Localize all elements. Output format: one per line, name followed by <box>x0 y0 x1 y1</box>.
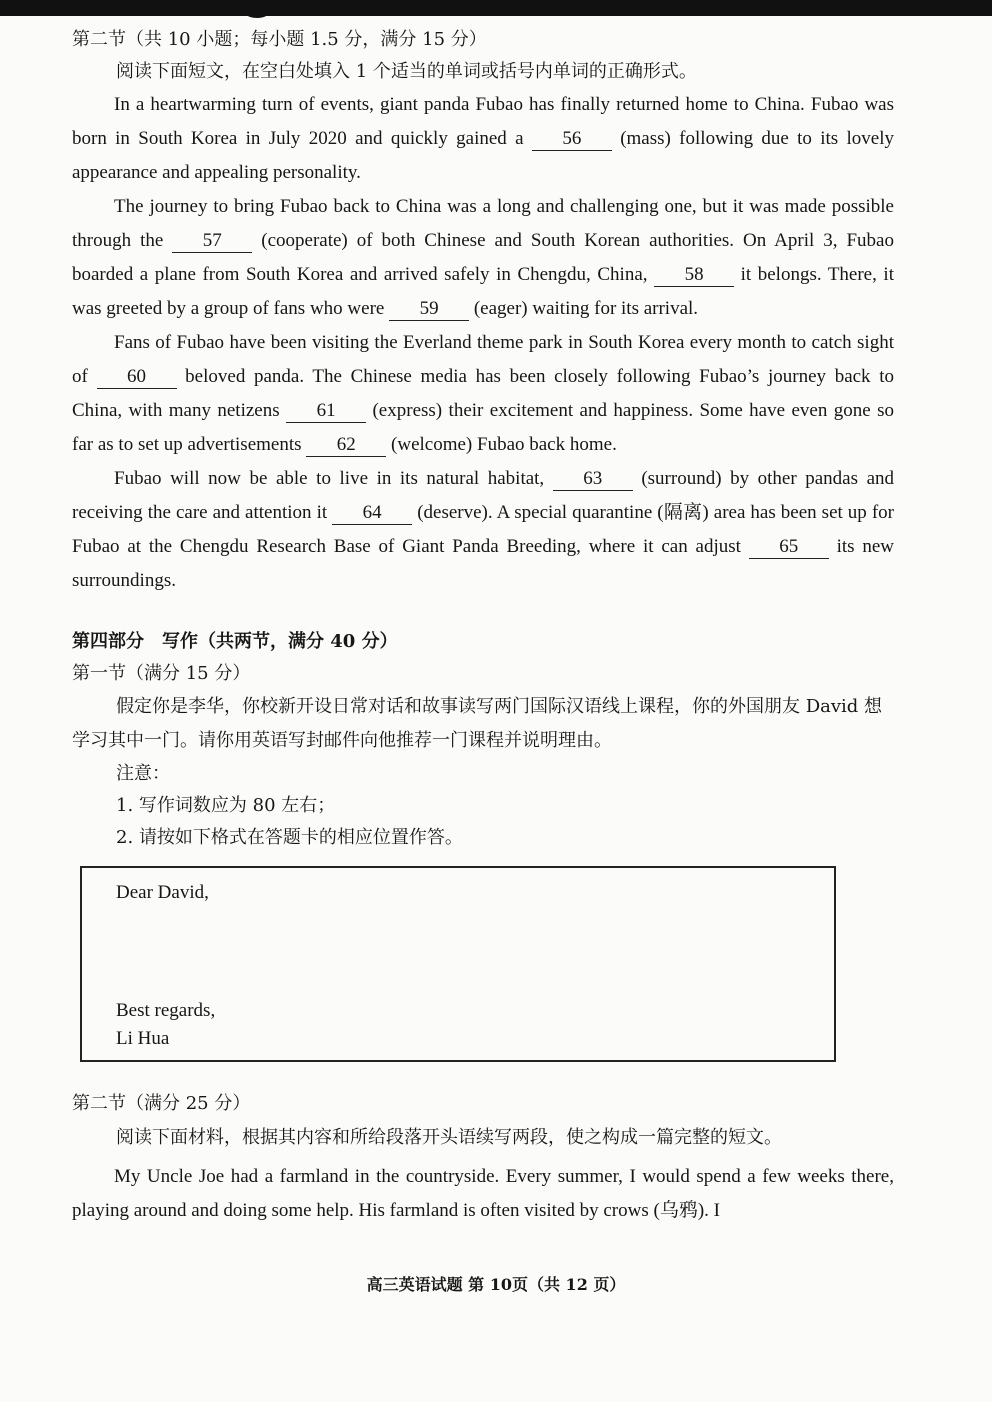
passage-text: it belongs. There, it was greeted by a group of fans who were <box>72 264 894 319</box>
letter-salutation: Dear David, <box>116 882 209 903</box>
passage-text: (welcome) Fubao back home. <box>391 434 617 455</box>
passage-paragraph <box>72 326 894 462</box>
passage-paragraph <box>72 88 894 190</box>
blank-63: 63 <box>553 468 633 491</box>
passage-text: (deserve). A special quarantine (隔离) area has been set up for Fubao at the Chengdu Research Base of Giant Panda Breeding, where it can adjust <box>72 502 894 557</box>
passage-text: (mass) following due to its lovely appearance and appealing personality. <box>72 128 895 183</box>
passage-text: The journey to bring Fubao back to China was a long and challenging one, but it was made possible through the <box>72 196 894 251</box>
note-item: 2. 请按如下格式在答题卡的相应位置作答。 <box>116 827 463 848</box>
passage-text: Fans of Fubao have been visiting the Everland theme park in South Korea every month to catch sight of <box>72 332 894 387</box>
top-edge-mark <box>244 4 270 18</box>
exam-page <box>72 24 894 1228</box>
passage-text: Fubao will now be able to live in its natural habitat, <box>114 468 545 489</box>
letter-closing: Best regards, <box>116 1000 216 1021</box>
blank-56: 56 <box>532 128 612 151</box>
passage-text: its new surroundings. <box>72 536 895 591</box>
top-edge-bar <box>0 0 992 16</box>
blank-59: 59 <box>389 298 469 321</box>
section-title: 第一节（满分 15 分） <box>72 663 251 684</box>
blank-58: 58 <box>654 264 734 287</box>
passage-text: beloved panda. The Chinese media has been closely following Fubao’s journey back to China, with many netizens <box>72 366 894 421</box>
passage-text: (express) their excitement and happiness. Some have even gone so far as to set up advertisements <box>72 400 894 455</box>
letter-format-box <box>80 866 836 1062</box>
section-title: 第二节（共 10 小题；每小题 1.5 分，满分 15 分） <box>72 29 487 50</box>
blank-64: 64 <box>332 502 412 525</box>
story-opening: My Uncle Joe had a farmland in the countryside. Every summer, I would spend a few weeks there, playing around and doing some help. His farmland is often visited by crows (乌鸦). I <box>72 1166 894 1221</box>
section-title: 第二节（满分 25 分） <box>72 1093 251 1114</box>
letter-signature: Li Hua <box>116 1028 170 1049</box>
passage-paragraph <box>72 462 894 598</box>
passage-paragraph <box>72 190 894 326</box>
note-label: 注意： <box>116 763 170 784</box>
blank-65: 65 <box>749 536 829 559</box>
passage-text: (surround) by other pandas and receiving the care and attention it <box>72 468 894 523</box>
blank-61: 61 <box>286 400 366 423</box>
writing-prompt: 假定你是李华，你校新开设日常对话和故事读写两门国际汉语线上课程，你的外国朋友 David 想学习其中一门。请你用英语写封邮件向他推荐一门课程并说明理由。 <box>72 696 883 751</box>
passage-text: (eager) waiting for its arrival. <box>473 298 699 319</box>
note-item: 1. 写作词数应为 80 左右； <box>116 795 336 816</box>
page-footer: 高三英语试题 第 10页（共 12 页） <box>366 1275 626 1294</box>
blank-60: 60 <box>97 366 177 389</box>
passage-text: In a heartwarming turn of events, giant panda Fubao has finally returned home to China. Fubao was born in South Korea in July 2020 and quickly gained a <box>72 94 894 149</box>
part-title: 第四部分 写作（共两节，满分 40 分） <box>72 631 398 652</box>
blank-57: 57 <box>172 230 252 253</box>
passage-text: (cooperate) of both Chinese and South Korean authorities. On April 3, Fubao boarded a plane from South Korea and arrived safely in Chengdu, China, <box>72 230 894 285</box>
section-instruction: 阅读下面材料，根据其内容和所给段落开头语续写两段，使之构成一篇完整的短文。 <box>116 1127 782 1148</box>
blank-62: 62 <box>306 434 386 457</box>
section-instruction: 阅读下面短文，在空白处填入 1 个适当的单词或括号内单词的正确形式。 <box>116 61 697 82</box>
